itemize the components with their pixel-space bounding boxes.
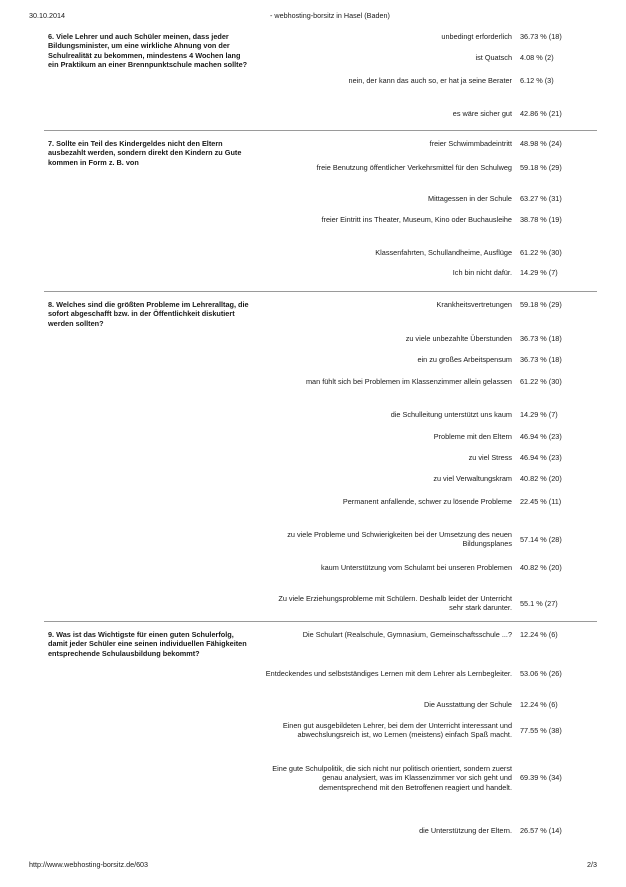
answer-result: 36.73 % (18) (520, 355, 562, 364)
answer-result: 57.14 % (28) (520, 534, 562, 544)
answer-option-label: freie Benutzung öffentlicher Verkehrsmittel für den Schulweg (316, 163, 512, 172)
answer-option-label: Mittagessen in der Schule (428, 194, 512, 203)
answer-option-label: Probleme mit den Eltern (433, 432, 512, 441)
answer-option-label: ist Quatsch (475, 53, 512, 62)
answer-option-label: Ich bin nicht dafür. (452, 268, 512, 277)
answer-result: 12.24 % (6) (520, 630, 558, 639)
answer-result: 55.1 % (27) (520, 598, 558, 608)
answer-option-label: Permanent anfallende, schwer zu lösende Probleme (342, 497, 512, 506)
answer-option-label: Die Schulart (Realschule, Gymnasium, Gemeinschaftsschule ...? (302, 630, 512, 639)
answer-result: 69.39 % (34) (520, 773, 562, 783)
answer-option-label: freier Schwimmbadeintritt (429, 139, 512, 148)
header-date: 30.10.2014 (29, 11, 65, 20)
answer-option-label: Einen gut ausgebildeten Lehrer, bei dem der Unterricht interessant und abwechslungsreich ist, wo Lernen (meistens) einfach Spaß macht. (282, 721, 512, 740)
answer-result: 12.24 % (6) (520, 700, 558, 709)
answer-option-label: Zu viele Erziehungsprobleme mit Schülern. Deshalb leidet der Unterricht sehr stark darunter. (278, 594, 512, 613)
answer-result: 26.57 % (14) (520, 826, 562, 835)
header-site-title: - webhosting-borsitz in Hasel (Baden) (270, 11, 390, 20)
answer-option-label: zu viele unbezahlte Überstunden (405, 334, 512, 343)
answer-result: 46.94 % (23) (520, 453, 562, 462)
answer-option-label: zu viele Probleme und Schwierigkeiten bei der Umsetzung des neuen Bildungsplanes (287, 530, 512, 549)
answer-result: 46.94 % (23) (520, 432, 562, 441)
answer-result: 59.18 % (29) (520, 163, 562, 172)
question-text: 6. Viele Lehrer und auch Schüler meinen, dass jeder Bildungsminister, um eine wirkliche Ahnung von der Schulrealität zu bekommen, mindestens 4 Wochen lang ein Praktikum an einer Brennpunktschule machen sollte? (48, 32, 248, 70)
answer-option-label: man fühlt sich bei Problemen im Klassenzimmer allein gelassen (305, 377, 512, 386)
answer-result: 40.82 % (20) (520, 474, 562, 483)
answer-result: 53.06 % (26) (520, 669, 562, 678)
section-divider (44, 291, 597, 292)
answer-option-label: zu viel Verwaltungskram (433, 474, 512, 483)
answer-option-label: unbedingt erforderlich (441, 32, 512, 41)
answer-option-label: Krankheitsvertretungen (436, 300, 512, 309)
answer-result: 42.86 % (21) (520, 109, 562, 118)
answer-result: 38.78 % (19) (520, 215, 562, 224)
footer-page-number: 2/3 (587, 860, 597, 869)
answer-result: 63.27 % (31) (520, 194, 562, 203)
answer-option-label: die Unterstützung der Eltern. (419, 826, 512, 835)
answer-result: 77.55 % (38) (520, 725, 562, 735)
answer-option-label: Klassenfahrten, Schullandheime, Ausflüge (375, 248, 512, 257)
answer-option-label: es wäre sicher gut (452, 109, 512, 118)
answer-result: 40.82 % (20) (520, 563, 562, 572)
answer-option-label: Die Ausstattung der Schule (423, 700, 512, 709)
answer-result: 14.29 % (7) (520, 268, 558, 277)
answer-option-label: Eine gute Schulpolitik, die sich nicht nur politisch orientiert, sondern zuerst genau analysiert, was im Klassenzimmer vor sich geht und dementsprechend mit den Betroffenen reagiert und handelt. (272, 764, 512, 792)
answer-option-label: kaum Unterstützung vom Schulamt bei unseren Problemen (320, 563, 512, 572)
answer-result: 36.73 % (18) (520, 334, 562, 343)
answer-result: 36.73 % (18) (520, 32, 562, 41)
answer-option-label: Entdeckendes und selbstständiges Lernen mit dem Lehrer als Lernbegleiter. (265, 669, 512, 678)
answer-result: 22.45 % (11) (520, 497, 562, 506)
answer-option-label: freier Eintritt ins Theater, Museum, Kino oder Buchausleihe (321, 215, 512, 224)
answer-result: 4.08 % (2) (520, 53, 554, 62)
question-text: 8. Welches sind die größten Probleme im Lehreralltag, die sofort abgeschafft bzw. in der Öffentlichkeit diskutiert werden sollten? (48, 300, 249, 328)
answer-option-label: nein, der kann das auch so, er hat ja seine Berater (348, 76, 512, 85)
answer-result: 61.22 % (30) (520, 248, 562, 257)
answer-result: 6.12 % (3) (520, 76, 554, 85)
answer-result: 61.22 % (30) (520, 377, 562, 386)
answer-option-label: ein zu großes Arbeitspensum (417, 355, 512, 364)
answer-option-label: zu viel Stress (468, 453, 512, 462)
section-divider (44, 130, 597, 131)
answer-option-label: die Schulleitung unterstützt uns kaum (390, 410, 512, 419)
answer-result: 59.18 % (29) (520, 300, 562, 309)
answer-result: 14.29 % (7) (520, 410, 558, 419)
footer-url: http://www.webhosting-borsitz.de/603 (29, 860, 149, 869)
question-text: 7. Sollte ein Teil des Kindergeldes nicht den Eltern ausbezahlt werden, sondern direkt den Kindern zu Gute kommen in Form z. B. von (48, 139, 242, 167)
section-divider (44, 621, 597, 622)
answer-result: 48.98 % (24) (520, 139, 562, 148)
question-text: 9. Was ist das Wichtigste für einen guten Schulerfolg, damit jeder Schüler eine seinen individuellen Fähigkeiten entsprechende Schulausbildung bekommt? (48, 630, 247, 658)
